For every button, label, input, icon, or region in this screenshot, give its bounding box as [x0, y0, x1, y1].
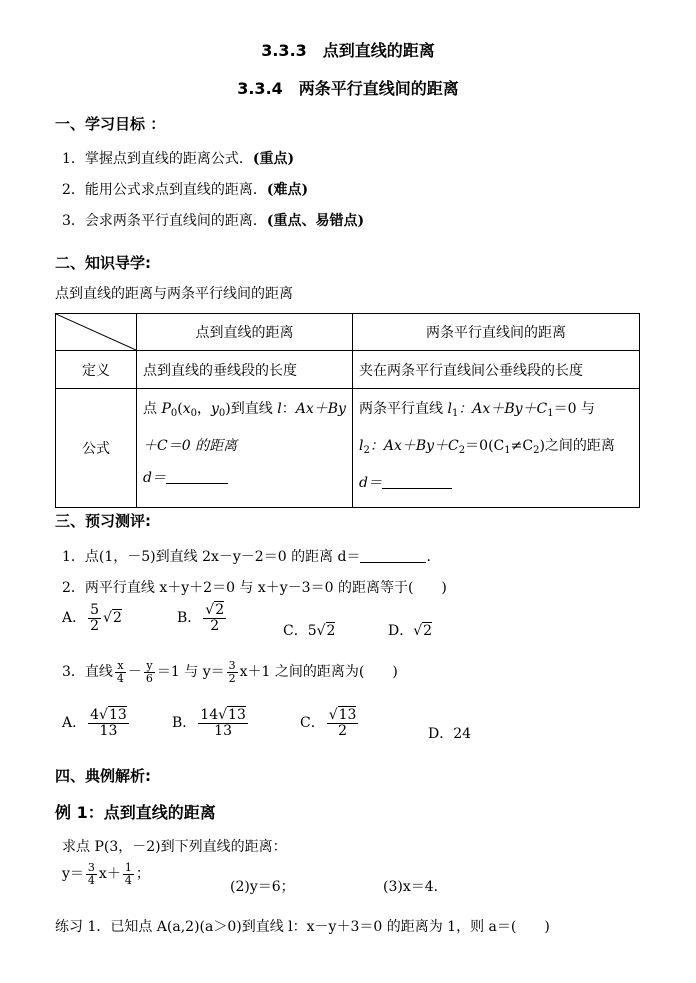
formula-blank-2[interactable] [382, 474, 452, 489]
header-point-line: 点到直线的距离 [137, 314, 353, 351]
q3-option-d: D．24 [428, 726, 472, 742]
q2-option-b: B． $\frac{√2}{2}$ [177, 602, 225, 634]
example-1-question: 求点 P(3，－2)到下列直线的距离： [62, 839, 287, 855]
formula-parallel-lines: 两条平行直线 $l_1$：$Ax+By+C_1=0$ 与 $l_2$：$Ax+By+C_2=0(C_1\ne C_2)$之间的距离 d＝ [353, 389, 640, 508]
question-3: 3．直线 $\frac{x}{4}$ － $\frac{y}{6}$ ＝1 与 y＝ $\frac{3}{2}$ x＋1 之间的距离为( ) [62, 659, 398, 685]
header-parallel-lines: 两条平行直线间的距离 [353, 314, 640, 351]
title-section-334: 3.3.4 两条平行直线间的距离 [237, 79, 459, 98]
heading-knowledge-guide: 二、知识导学: [55, 254, 151, 272]
label-formula: 公式 [56, 389, 137, 508]
example-line-3: (3)x＝4. [383, 879, 439, 895]
q2-option-d: D．√2 [388, 623, 433, 639]
def-point-line: 点到直线的垂线段的长度 [137, 351, 353, 389]
q2-option-a: A． $\frac{5}{2}$ √2 [62, 602, 122, 634]
question-2: 2．两平行直线 x＋y＋2＝0 与 x＋y－3＝0 的距离等于( ) [62, 580, 447, 596]
heading-examples: 四、典例解析: [55, 767, 151, 785]
diagonal-line [56, 314, 136, 350]
example-line-1: y＝ $\frac{3}{4}$ x＋ $\frac{1}{4}$ ； [62, 861, 150, 887]
q3-option-c: C． $\frac{√13}{2}$ [300, 707, 357, 739]
knowledge-intro: 点到直线的距离与两条平行线间的距离 [55, 286, 293, 302]
heading-preview-test: 三、预习测评: [55, 512, 151, 530]
question-1: 1．点(1，－5)到直线 2x－y－2＝0 的距离 d＝ . [62, 549, 431, 565]
goal-item-1: 1．掌握点到直线的距离公式．(重点) [62, 151, 295, 167]
heading-learning-goals: 一、学习目标 ： [55, 115, 166, 133]
q2-option-c: C．5√2 [283, 623, 336, 639]
answer-blank-q1[interactable] [360, 548, 426, 563]
formula-point-line: 点 $P_0(x_0$，$y_0$)到直线 l：Ax＋By ＋C＝0 的距离 d＝ [137, 389, 353, 508]
goal-item-2: 2．能用公式求点到直线的距离．(难点) [62, 182, 309, 198]
def-parallel-lines: 夹在两条平行直线间公垂线段的长度 [353, 351, 640, 389]
comparison-table [55, 313, 640, 508]
q3-option-a: A． $\frac{4√13}{13}$ [62, 707, 127, 739]
diagonal-header-cell [56, 314, 137, 351]
label-definition: 定义 [56, 351, 137, 389]
formula-blank-1[interactable] [166, 469, 228, 484]
goal-item-3: 3．会求两条平行直线间的距离．(重点、易错点) [62, 213, 365, 229]
practice-1: 练习 1．已知点 A(a,2)(a＞0)到直线 l：x－y＋3＝0 的距离为 1，则 a＝( ) [55, 919, 550, 935]
example-1-title: 例 1：点到直线的距离 [55, 803, 216, 822]
q3-option-b: B． $\frac{14√13}{13}$ [172, 707, 246, 739]
title-section-333: 3.3.3 点到直线的距离 [261, 41, 435, 60]
example-line-2: (2)y＝6； [230, 879, 295, 895]
